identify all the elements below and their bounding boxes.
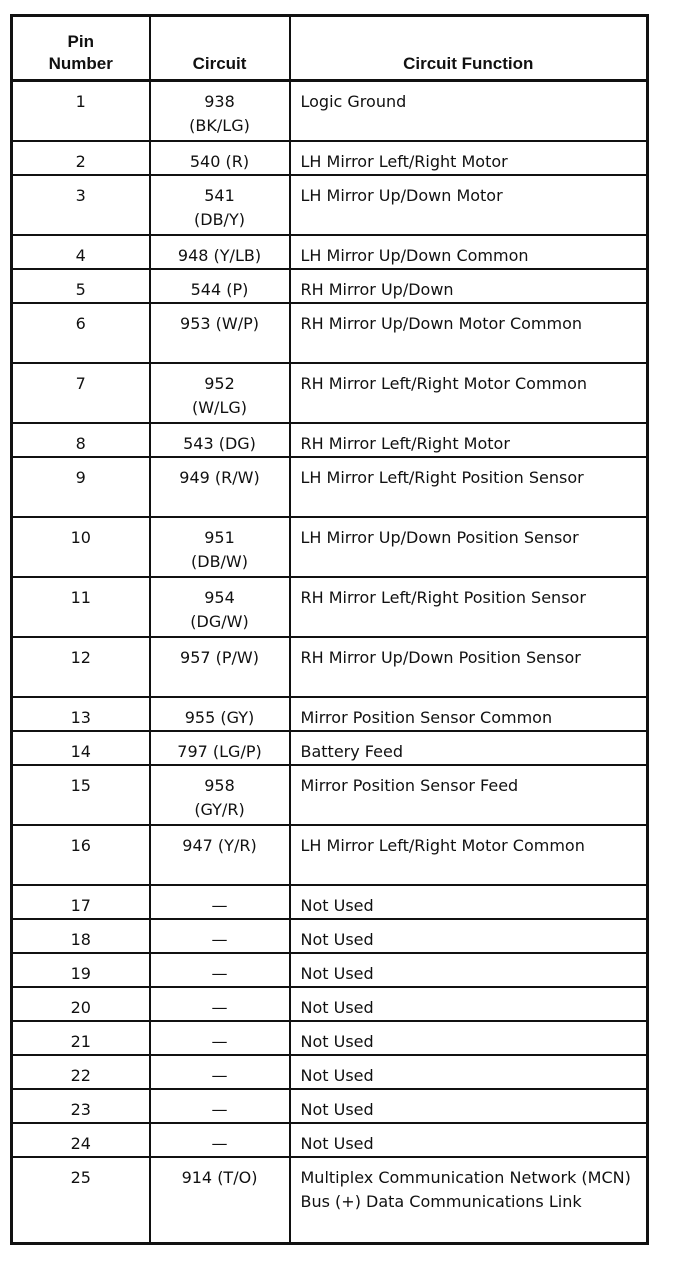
circuit-function-cell: Multiplex Communication Network (MCN) Bus (+) Data Communications Link bbox=[290, 1157, 648, 1244]
circuit-cell: 541 (DB/Y) bbox=[150, 175, 290, 235]
table-body bbox=[12, 81, 648, 1244]
table-row bbox=[12, 731, 648, 765]
header-function-label: Circuit Function bbox=[403, 54, 534, 73]
circuit-function-cell: RH Mirror Left/Right Motor Common bbox=[290, 363, 648, 423]
circuit-cell: — bbox=[150, 953, 290, 987]
table-row bbox=[12, 457, 648, 517]
pin-number-cell: 11 bbox=[12, 577, 150, 637]
circuit-function-cell: LH Mirror Up/Down Common bbox=[290, 235, 648, 269]
circuit-function-cell: Not Used bbox=[290, 987, 648, 1021]
circuit-cell: 797 (LG/P) bbox=[150, 731, 290, 765]
circuit-function-cell: LH Mirror Up/Down Motor bbox=[290, 175, 648, 235]
circuit-function-cell: LH Mirror Left/Right Motor bbox=[290, 141, 648, 175]
table-row bbox=[12, 987, 648, 1021]
circuit-cell: 951 (DB/W) bbox=[150, 517, 290, 577]
table-row bbox=[12, 235, 648, 269]
pin-number-cell: 22 bbox=[12, 1055, 150, 1089]
header-circuit-function bbox=[290, 16, 648, 81]
table-row bbox=[12, 825, 648, 885]
pin-number-cell: 19 bbox=[12, 953, 150, 987]
circuit-cell: 540 (R) bbox=[150, 141, 290, 175]
circuit-cell: — bbox=[150, 1021, 290, 1055]
header-pin-line2: Number bbox=[48, 54, 113, 73]
circuit-function-cell: RH Mirror Left/Right Position Sensor bbox=[290, 577, 648, 637]
table-row bbox=[12, 363, 648, 423]
circuit-function-cell: Not Used bbox=[290, 1123, 648, 1157]
pin-number-cell: 25 bbox=[12, 1157, 150, 1244]
pin-number-cell: 24 bbox=[12, 1123, 150, 1157]
circuit-cell: 938 (BK/LG) bbox=[150, 81, 290, 141]
pin-number-cell: 18 bbox=[12, 919, 150, 953]
table-row bbox=[12, 885, 648, 919]
pin-number-cell: 1 bbox=[12, 81, 150, 141]
pin-number-cell: 7 bbox=[12, 363, 150, 423]
pin-number-cell: 13 bbox=[12, 697, 150, 731]
circuit-cell: — bbox=[150, 1055, 290, 1089]
table-row bbox=[12, 1021, 648, 1055]
circuit-function-cell: LH Mirror Left/Right Motor Common bbox=[290, 825, 648, 885]
circuit-function-cell: RH Mirror Up/Down Position Sensor bbox=[290, 637, 648, 697]
table-row bbox=[12, 953, 648, 987]
pin-table bbox=[10, 14, 649, 1245]
circuit-cell: — bbox=[150, 885, 290, 919]
circuit-function-cell: LH Mirror Up/Down Position Sensor bbox=[290, 517, 648, 577]
table-row bbox=[12, 423, 648, 457]
table-row bbox=[12, 81, 648, 141]
circuit-cell: 914 (T/O) bbox=[150, 1157, 290, 1244]
circuit-function-cell: Mirror Position Sensor Common bbox=[290, 697, 648, 731]
circuit-function-cell: LH Mirror Left/Right Position Sensor bbox=[290, 457, 648, 517]
table-row bbox=[12, 1157, 648, 1244]
pin-number-cell: 15 bbox=[12, 765, 150, 825]
pin-number-cell: 8 bbox=[12, 423, 150, 457]
circuit-cell: 544 (P) bbox=[150, 269, 290, 303]
pin-number-cell: 6 bbox=[12, 303, 150, 363]
circuit-cell: 948 (Y/LB) bbox=[150, 235, 290, 269]
circuit-function-cell: RH Mirror Up/Down Motor Common bbox=[290, 303, 648, 363]
table-row bbox=[12, 1055, 648, 1089]
circuit-cell: — bbox=[150, 919, 290, 953]
circuit-cell: — bbox=[150, 1123, 290, 1157]
pin-number-cell: 3 bbox=[12, 175, 150, 235]
pin-number-cell: 20 bbox=[12, 987, 150, 1021]
pin-number-cell: 2 bbox=[12, 141, 150, 175]
table-row bbox=[12, 919, 648, 953]
circuit-function-cell: Logic Ground bbox=[290, 81, 648, 141]
table-row bbox=[12, 269, 648, 303]
table-row bbox=[12, 1123, 648, 1157]
circuit-cell: 543 (DG) bbox=[150, 423, 290, 457]
circuit-function-cell: Not Used bbox=[290, 1021, 648, 1055]
circuit-function-cell: RH Mirror Up/Down bbox=[290, 269, 648, 303]
pin-number-cell: 5 bbox=[12, 269, 150, 303]
pin-number-cell: 4 bbox=[12, 235, 150, 269]
circuit-cell: 954 (DG/W) bbox=[150, 577, 290, 637]
header-circuit bbox=[150, 16, 290, 81]
circuit-function-cell: Not Used bbox=[290, 919, 648, 953]
header-circuit-label: Circuit bbox=[192, 54, 247, 73]
pin-number-cell: 16 bbox=[12, 825, 150, 885]
table-row bbox=[12, 577, 648, 637]
circuit-function-cell: Not Used bbox=[290, 1089, 648, 1123]
circuit-function-cell: Not Used bbox=[290, 885, 648, 919]
pin-number-cell: 10 bbox=[12, 517, 150, 577]
circuit-function-cell: Not Used bbox=[290, 953, 648, 987]
circuit-cell: 947 (Y/R) bbox=[150, 825, 290, 885]
circuit-function-cell: Battery Feed bbox=[290, 731, 648, 765]
table-row bbox=[12, 765, 648, 825]
table-row bbox=[12, 303, 648, 363]
circuit-function-cell: Mirror Position Sensor Feed bbox=[290, 765, 648, 825]
pin-number-cell: 12 bbox=[12, 637, 150, 697]
circuit-function-cell: RH Mirror Left/Right Motor bbox=[290, 423, 648, 457]
header-row bbox=[12, 16, 648, 81]
header-pin-number bbox=[12, 16, 150, 81]
circuit-cell: 952 (W/LG) bbox=[150, 363, 290, 423]
table-row bbox=[12, 141, 648, 175]
pin-number-cell: 21 bbox=[12, 1021, 150, 1055]
table-row bbox=[12, 517, 648, 577]
pin-number-cell: 17 bbox=[12, 885, 150, 919]
pin-number-cell: 9 bbox=[12, 457, 150, 517]
table-row bbox=[12, 175, 648, 235]
table-row bbox=[12, 637, 648, 697]
header-pin-line1: Pin bbox=[67, 32, 94, 51]
circuit-cell: 949 (R/W) bbox=[150, 457, 290, 517]
circuit-cell: 958 (GY/R) bbox=[150, 765, 290, 825]
pin-number-cell: 23 bbox=[12, 1089, 150, 1123]
circuit-cell: 957 (P/W) bbox=[150, 637, 290, 697]
circuit-function-cell: Not Used bbox=[290, 1055, 648, 1089]
circuit-cell: — bbox=[150, 1089, 290, 1123]
table-row bbox=[12, 697, 648, 731]
circuit-cell: 955 (GY) bbox=[150, 697, 290, 731]
table-row bbox=[12, 1089, 648, 1123]
circuit-cell: — bbox=[150, 987, 290, 1021]
pin-number-cell: 14 bbox=[12, 731, 150, 765]
circuit-cell: 953 (W/P) bbox=[150, 303, 290, 363]
